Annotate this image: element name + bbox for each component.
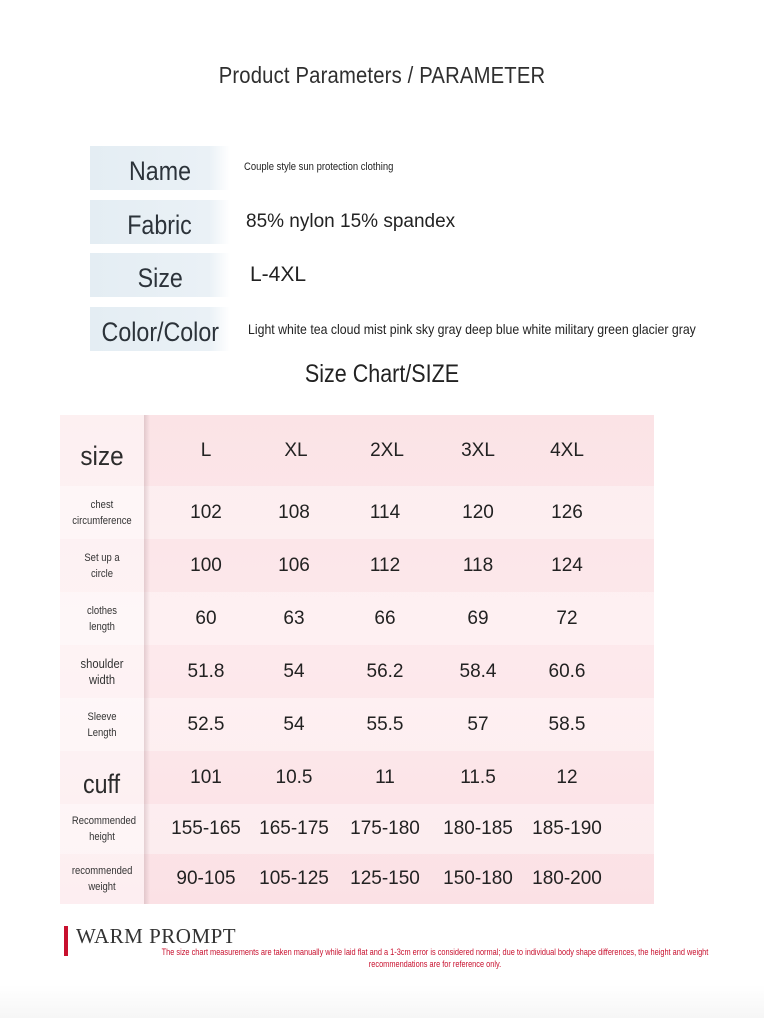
param-label: Fabric bbox=[90, 200, 230, 244]
size-header-cell: 4XL bbox=[550, 439, 584, 461]
table-cell: 106 bbox=[278, 554, 310, 576]
param-value: 85% nylon 15% spandex bbox=[246, 211, 456, 232]
table-cell: 108 bbox=[278, 501, 310, 523]
table-cell: 72 bbox=[556, 607, 578, 629]
row-label: recommended weight bbox=[60, 854, 144, 904]
table-cell: 63 bbox=[283, 607, 305, 629]
table-cell: 10.5 bbox=[275, 766, 313, 788]
size-header-cell: 3XL bbox=[461, 439, 495, 461]
param-label: Name bbox=[90, 146, 230, 190]
row-label: Recommended height bbox=[60, 804, 144, 854]
table-cell: 54 bbox=[283, 660, 305, 682]
table-cell: 58.5 bbox=[548, 713, 586, 735]
table-cell: 180-200 bbox=[532, 868, 602, 889]
table-cell: 175-180 bbox=[350, 818, 420, 839]
table-cell: 60.6 bbox=[548, 660, 586, 682]
table-cell: 150-180 bbox=[443, 868, 513, 889]
page-title: Product Parameters / PARAMETER bbox=[218, 62, 546, 88]
param-row-color bbox=[90, 307, 730, 351]
param-row-fabric bbox=[90, 200, 730, 244]
column-divider bbox=[144, 415, 150, 904]
table-cell: 90-105 bbox=[176, 868, 236, 889]
table-cell: 54 bbox=[283, 713, 305, 735]
size-header-cell: 2XL bbox=[370, 439, 404, 461]
table-cell: 55.5 bbox=[366, 713, 404, 735]
warm-prompt-accent-bar bbox=[64, 926, 68, 956]
table-cell: 155-165 bbox=[171, 818, 241, 839]
table-cell: 11.5 bbox=[460, 766, 496, 788]
size-header-cell: L bbox=[200, 439, 212, 461]
param-value: Couple style sun protection clothing bbox=[244, 161, 394, 173]
row-label: shoulder width bbox=[60, 645, 144, 698]
table-cell: 165-175 bbox=[259, 818, 329, 839]
size-chart-title: Size Chart/SIZE bbox=[304, 360, 460, 388]
row-label: Set up a circle bbox=[60, 539, 144, 592]
table-cell: 56.2 bbox=[366, 660, 404, 682]
table-cell: 11 bbox=[375, 766, 395, 788]
table-cell: 185-190 bbox=[532, 818, 602, 839]
table-cell: 105-125 bbox=[259, 868, 329, 889]
param-value: Light white tea cloud mist pink sky gray deep blue white military green glacier gray bbox=[248, 321, 696, 337]
table-cell: 58.4 bbox=[459, 660, 497, 682]
table-cell: 124 bbox=[551, 554, 583, 576]
param-row-size bbox=[90, 253, 730, 297]
table-cell: 12 bbox=[556, 766, 578, 788]
table-cell: 118 bbox=[462, 554, 494, 576]
param-value: L-4XL bbox=[250, 263, 307, 286]
size-header-cell: XL bbox=[284, 439, 308, 461]
warm-prompt-text: The size chart measurements are taken manually while laid flat and a 1-3cm error is considered normal; due to individual body shape differences, the height and weight recommendations are for reference only. bbox=[161, 947, 709, 969]
size-table bbox=[60, 415, 654, 904]
param-row-name bbox=[90, 146, 730, 190]
table-cell: 60 bbox=[195, 607, 217, 629]
param-label: Color/Color bbox=[90, 307, 230, 351]
table-cell: 114 bbox=[369, 501, 401, 523]
row-label: Sleeve Length bbox=[60, 698, 144, 751]
table-cell: 66 bbox=[374, 607, 396, 629]
row-label: size bbox=[60, 415, 144, 486]
row-label: clothes length bbox=[60, 592, 144, 645]
footer-background bbox=[0, 985, 764, 1018]
table-cell: 112 bbox=[369, 554, 401, 576]
row-label: chest circumference bbox=[60, 486, 144, 539]
param-label: Size bbox=[90, 253, 230, 297]
warm-prompt bbox=[64, 924, 764, 984]
table-cell: 102 bbox=[190, 501, 222, 523]
table-cell: 51.8 bbox=[187, 660, 225, 682]
table-cell: 180-185 bbox=[443, 818, 513, 839]
table-cell: 57 bbox=[467, 713, 489, 735]
warm-prompt-title: WARM PROMPT bbox=[76, 924, 237, 948]
table-cell: 69 bbox=[467, 607, 489, 629]
table-cell: 101 bbox=[190, 766, 222, 788]
table-cell: 126 bbox=[551, 501, 583, 523]
table-cell: 125-150 bbox=[350, 868, 420, 889]
table-cell: 52.5 bbox=[187, 713, 225, 735]
table-cell: 120 bbox=[462, 501, 494, 523]
table-cell: 100 bbox=[190, 554, 222, 576]
row-label: cuff bbox=[60, 751, 144, 804]
